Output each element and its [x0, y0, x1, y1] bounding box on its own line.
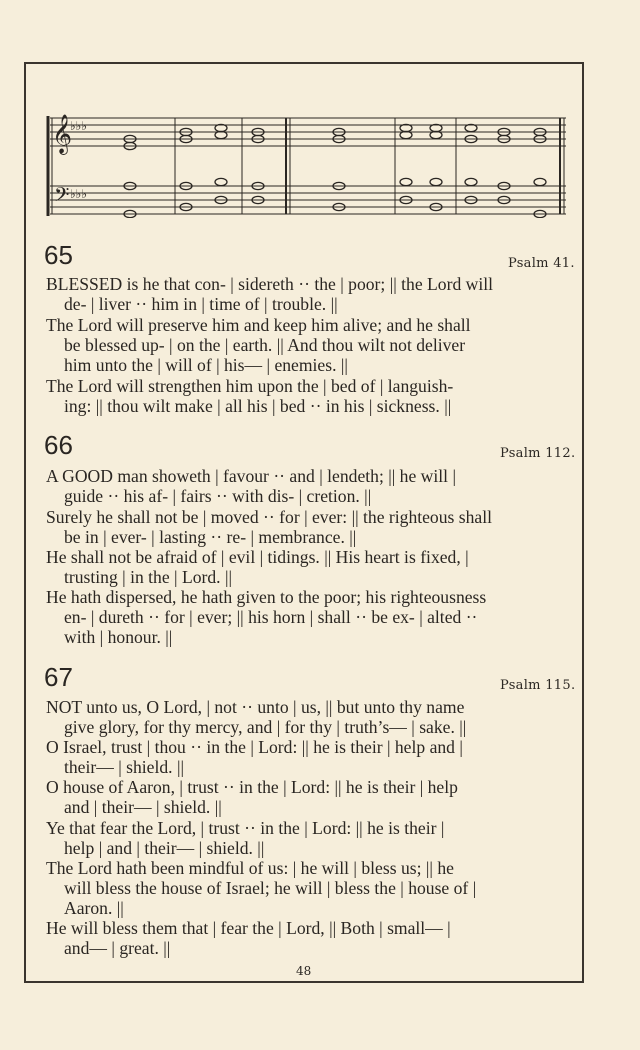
psalm-reference: Psalm 112. — [500, 446, 576, 461]
verse-line: be blessed up- | on the | earth. || And thou wilt not deliver — [64, 335, 466, 355]
verse-line: help | and | their— | shield. || — [64, 838, 265, 858]
bass-staff — [50, 186, 566, 214]
verse-line: The Lord hath been mindful of us: | he will | bless us; || he — [46, 858, 454, 878]
verse-line: O Israel, trust | thou ·· in the | Lord: || he is their | help and | — [46, 737, 463, 757]
verse-line: guide ·· his af- | fairs ·· with dis- | cretion. || — [64, 486, 372, 506]
svg-text:𝄞: 𝄞 — [52, 114, 73, 154]
svg-text:𝄢: 𝄢 — [54, 183, 70, 211]
verse-line: NOT unto us, O Lord, | not ·· unto | us, || but unto thy name — [46, 697, 465, 717]
verse-line: and | their— | shield. || — [64, 797, 222, 817]
psalm-reference: Psalm 41. — [508, 256, 575, 271]
psalm-reference: Psalm 115. — [500, 678, 576, 693]
verse-line: ing: || thou wilt make | all his | bed ·· in his | sickness. || — [64, 396, 452, 416]
verse-line: will bless the house of Israel; he will | bless the | house of | — [64, 878, 477, 898]
hymn-number: 67 — [44, 662, 73, 692]
verse-line: their— | shield. || — [64, 757, 185, 777]
svg-text:♭♭♭: ♭♭♭ — [70, 119, 87, 133]
hymn-number: 65 — [44, 240, 73, 270]
verse-line: The Lord will strengthen him upon the | bed of | languish- — [46, 376, 454, 396]
verse-line: BLESSED is he that con- | sidereth ·· the | poor; || the Lord will — [46, 274, 494, 294]
verse-line: He shall not be afraid of | evil | tidings. || His heart is fixed, | — [46, 547, 469, 567]
svg-text:♭♭♭: ♭♭♭ — [70, 187, 87, 201]
verse-line: with | honour. || — [64, 627, 173, 647]
verse-line: en- | dureth ·· for | ever; || his horn | shall ·· be ex- | alted ·· — [64, 607, 478, 627]
verse-line: O house of Aaron, | trust ·· in the | Lord: || he is their | help — [46, 777, 458, 797]
verse-line: The Lord will preserve him and keep him alive; and he shall — [46, 315, 471, 335]
verse-line: trusting | in the | Lord. || — [64, 567, 233, 587]
verse-line: give glory, for thy mercy, and | for thy | truth’s— | sake. || — [64, 717, 467, 737]
verse-line: Ye that fear the Lord, | trust ·· in the | Lord: || he is their | — [46, 818, 445, 838]
verse-line: He hath dispersed, he hath given to the poor; his righteousness — [46, 587, 487, 607]
hymn-number: 66 — [44, 430, 73, 460]
verse-line: Surely he shall not be | moved ·· for | ever: || the righteous shall — [46, 507, 493, 527]
verse-line: and— | great. || — [64, 938, 171, 958]
verse-line: Aaron. || — [64, 898, 124, 918]
verse-line: He will bless them that | fear the | Lord, || Both | small— | — [46, 918, 451, 938]
verse-line: him unto the | will of | his— | enemies. || — [64, 355, 348, 375]
verse-line: A GOOD man showeth | favour ·· and | lendeth; || he will | — [46, 466, 456, 486]
verse-line: de- | liver ·· him in | time of | trouble. || — [64, 294, 338, 314]
music-score — [46, 104, 570, 218]
page-number: 48 — [296, 964, 312, 978]
verse-line: be in | ever- | lasting ·· re- | membrance. || — [64, 527, 357, 547]
